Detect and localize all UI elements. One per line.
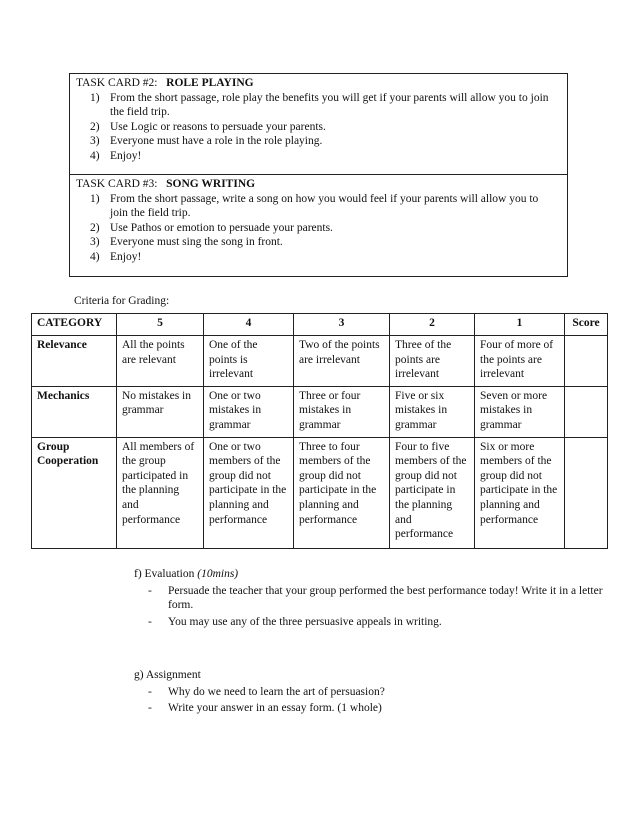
table-cell: Three to four members of the group did not participate in the planning and performance (294, 437, 390, 548)
item-number: 4) (90, 250, 100, 263)
dash-bullet: - (148, 685, 152, 698)
task-card-number: TASK CARD #2: (76, 77, 158, 89)
column-header-2: 2 (390, 314, 475, 336)
item-text: Use Pathos or emotion to persuade your parents. (110, 221, 333, 234)
table-cell: One or two members of the group did not participate in the planning and performance (204, 437, 294, 548)
table-cell: All the points are relevant (117, 336, 204, 387)
dash-bullet: - (148, 615, 152, 628)
table-cell: No mistakes in grammar (117, 386, 204, 437)
list-item (90, 192, 567, 221)
item-text: Persuade the teacher that your group performed the best performance today! Write it in a letter form. (168, 584, 603, 612)
task-cards-box (69, 73, 568, 277)
row-category: Mechanics (32, 386, 117, 437)
dash-bullet: - (148, 584, 152, 597)
item-text: Enjoy! (110, 250, 142, 263)
dash-bullet: - (148, 702, 152, 715)
table-cell: One of the points is irrelevant (204, 336, 294, 387)
column-header-score: Score (565, 314, 608, 336)
task-card-steps (70, 192, 567, 265)
list-item (90, 134, 567, 149)
column-header-4: 4 (204, 314, 294, 336)
row-category: Group Cooperation (32, 437, 117, 548)
column-header-3: 3 (294, 314, 390, 336)
column-header-1: 1 (475, 314, 565, 336)
score-cell (565, 336, 608, 387)
score-cell (565, 437, 608, 548)
task-card-name: ROLE PLAYING (166, 77, 254, 89)
assignment-section (134, 668, 608, 718)
list-item (90, 221, 567, 236)
item-text: Enjoy! (110, 149, 142, 162)
task-card-title (70, 175, 567, 192)
item-text: Everyone must sing the song in front. (110, 236, 283, 249)
item-text: From the short passage, role play the benefits you will get if your parents will allow you to join the field trip. (110, 91, 549, 119)
list-item (134, 584, 608, 613)
list-item (134, 701, 608, 716)
table-row (32, 386, 608, 437)
task-card-number: TASK CARD #3: (76, 178, 158, 190)
list-item (90, 250, 567, 265)
grading-rubric-table (31, 313, 608, 549)
list-item (90, 235, 567, 250)
task-card-2 (70, 74, 567, 175)
table-row (32, 437, 608, 548)
table-cell: One or two mistakes in grammar (204, 386, 294, 437)
evaluation-section (134, 567, 608, 631)
list-item (134, 615, 608, 630)
item-number: 2) (90, 221, 100, 234)
table-cell: All members of the group participated in the planning and performance (117, 437, 204, 548)
item-number: 4) (90, 149, 100, 162)
list-item (90, 120, 567, 135)
table-row (32, 336, 608, 387)
item-text: From the short passage, write a song on how you would feel if your parents will allow you to join the field trip. (110, 192, 539, 220)
task-card-steps (70, 91, 567, 164)
item-number: 3) (90, 236, 100, 249)
table-cell: Seven or more mistakes in grammar (475, 386, 565, 437)
assignment-heading: g) Assignment (134, 669, 201, 681)
item-text: You may use any of the three persuasive appeals in writing. (168, 615, 442, 628)
table-cell: Four of more of the points are irrelevant (475, 336, 565, 387)
list-item (90, 91, 567, 120)
task-card-3 (70, 175, 567, 265)
table-header-row (32, 314, 608, 336)
evaluation-heading (134, 567, 608, 582)
evaluation-duration: (10mins) (197, 568, 239, 580)
evaluation-list (134, 584, 608, 630)
task-card-title (70, 74, 567, 91)
task-card-name: SONG WRITING (166, 178, 256, 190)
assignment-list (134, 685, 608, 716)
table-cell: Two of the points are irrelevant (294, 336, 390, 387)
item-number: 1) (90, 91, 100, 104)
item-text: Use Logic or reasons to persuade your parents. (110, 120, 326, 133)
criteria-label: Criteria for Grading: (74, 295, 170, 307)
row-category: Relevance (32, 336, 117, 387)
score-cell (565, 386, 608, 437)
table-cell: Four to five members of the group did not participate in the planning and performance (390, 437, 475, 548)
column-header-5: 5 (117, 314, 204, 336)
table-cell: Six or more members of the group did not participate in the planning and performance (475, 437, 565, 548)
list-item (134, 685, 608, 700)
column-header-category: CATEGORY (32, 314, 117, 336)
table-cell: Five or six mistakes in grammar (390, 386, 475, 437)
evaluation-label: f) Evaluation (134, 568, 195, 580)
item-number: 3) (90, 135, 100, 148)
table-cell: Three or four mistakes in grammar (294, 386, 390, 437)
table-cell: Three of the points are irrelevant (390, 336, 475, 387)
item-text: Why do we need to learn the art of persuasion? (168, 685, 385, 698)
item-number: 2) (90, 120, 100, 133)
item-text: Write your answer in an essay form. (1 whole) (168, 702, 382, 715)
list-item (90, 149, 567, 164)
item-number: 1) (90, 192, 100, 205)
item-text: Everyone must have a role in the role playing. (110, 135, 323, 148)
